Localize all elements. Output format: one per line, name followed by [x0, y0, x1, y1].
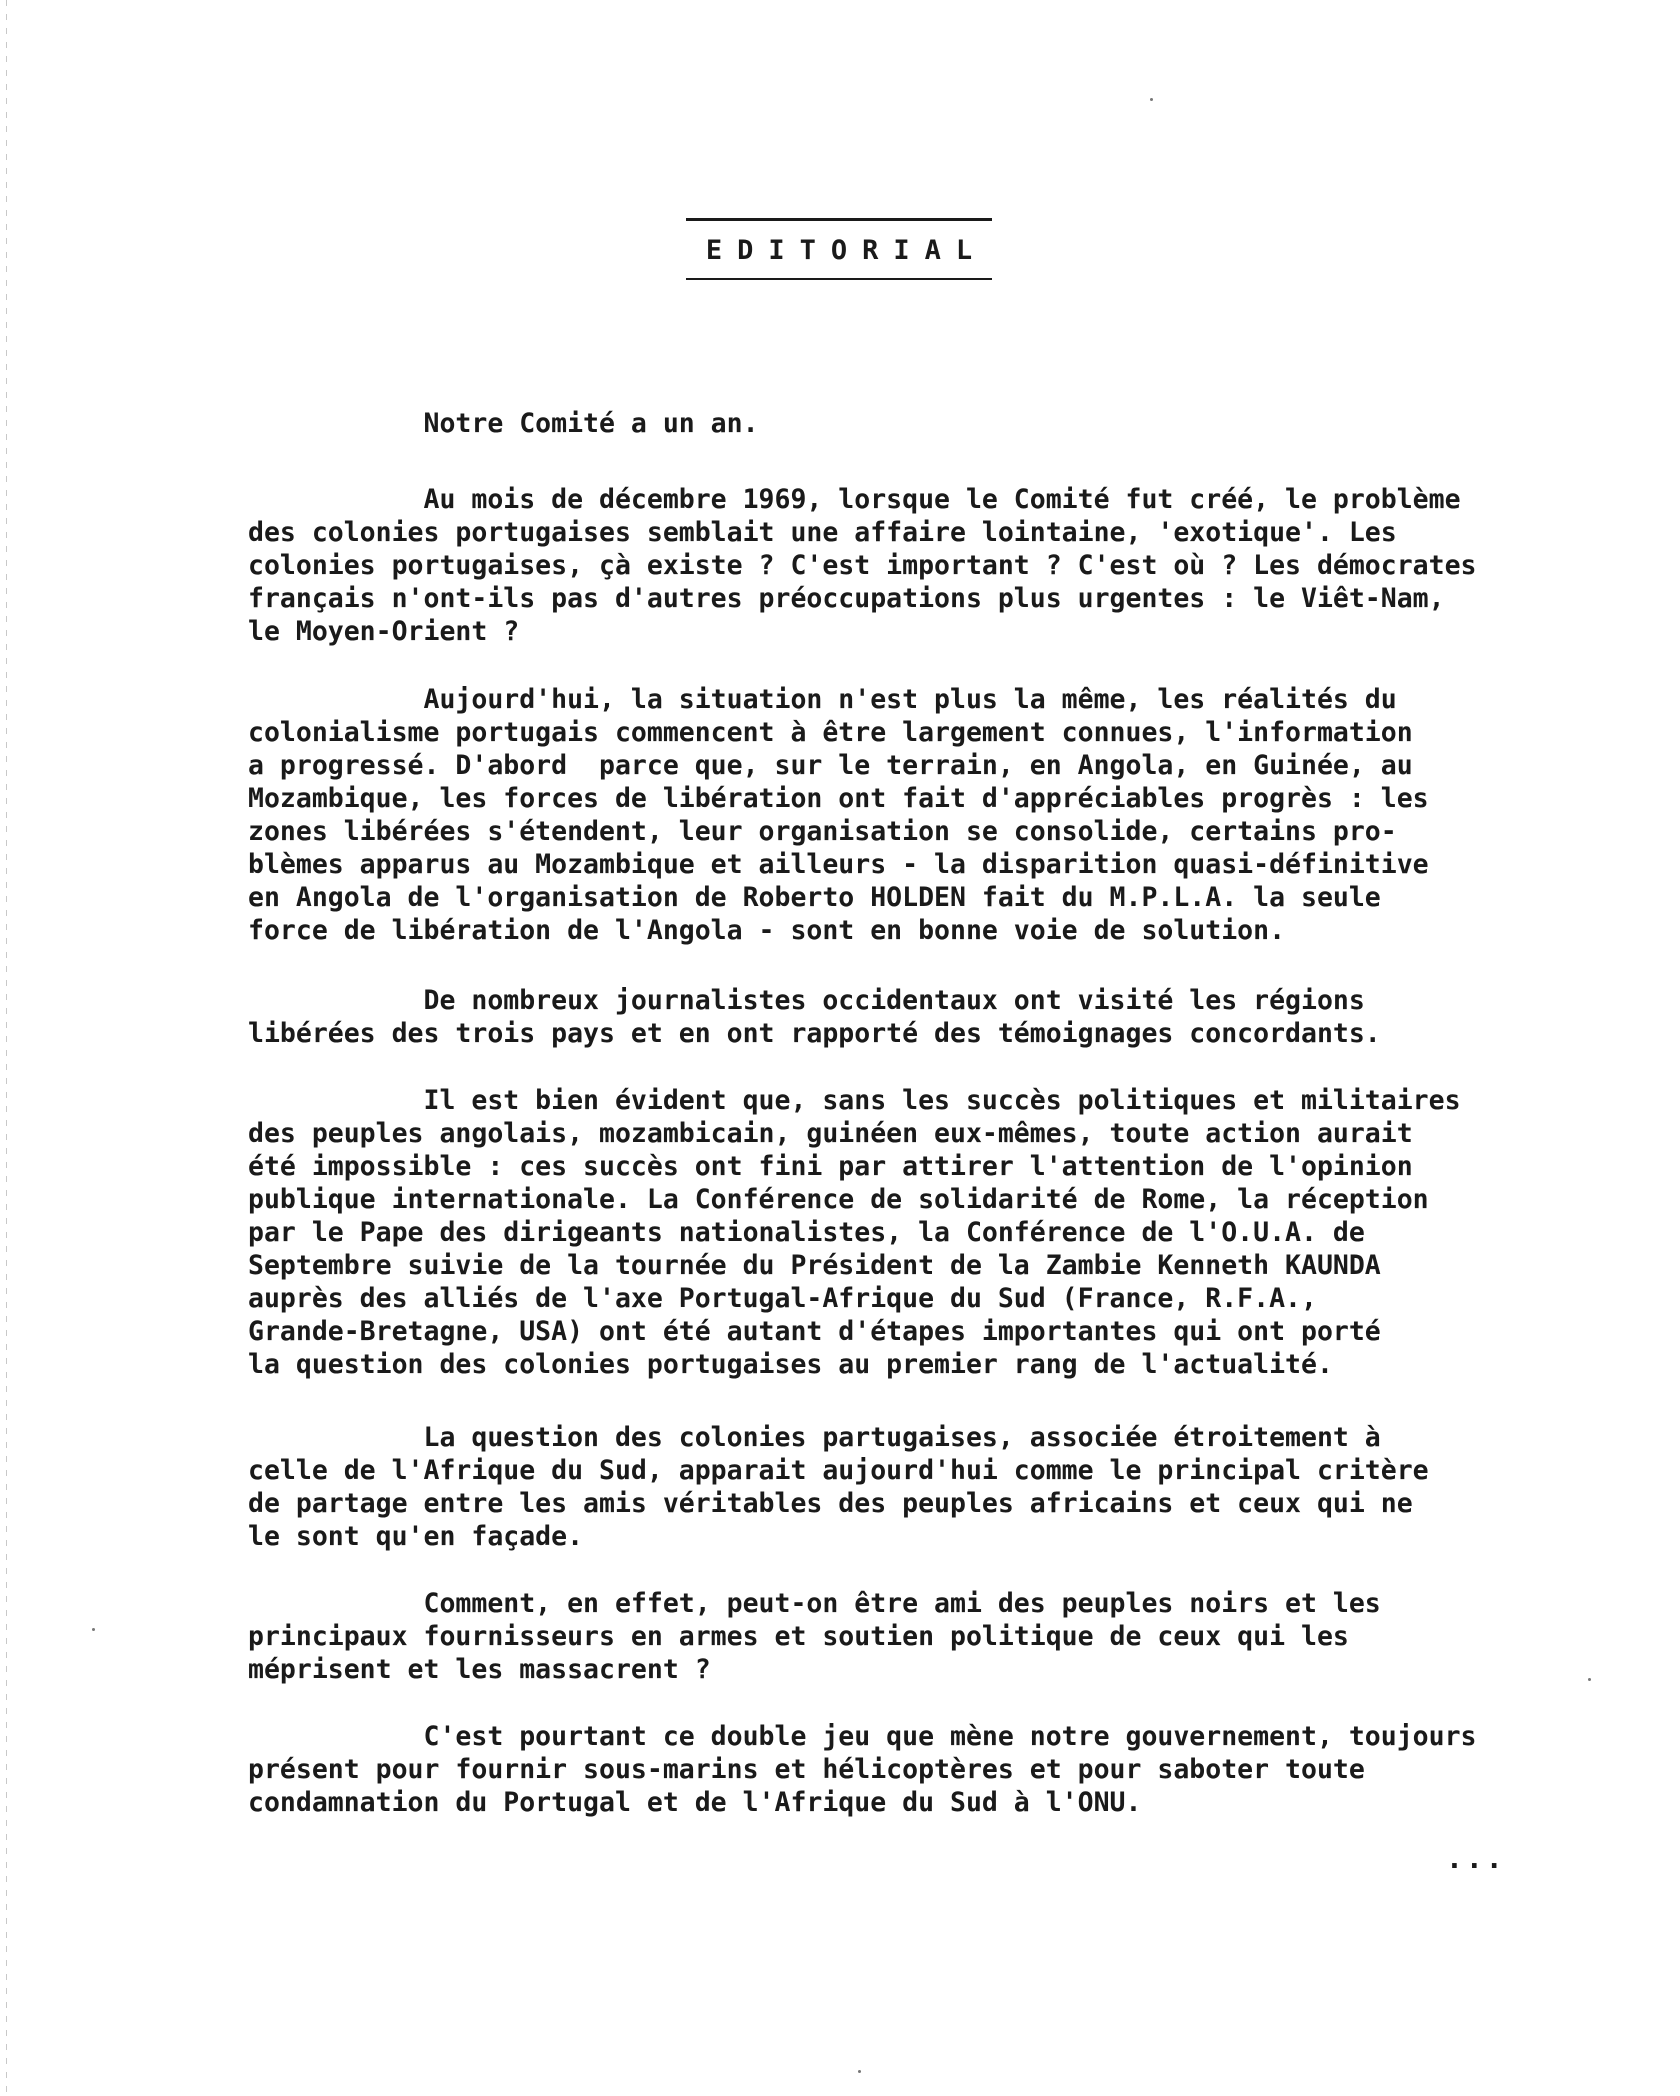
scan-speck — [92, 1628, 95, 1631]
text-line: force de libération de l'Angola - sont en bonne voie de solution. — [248, 915, 1286, 946]
paragraph-4 — [248, 984, 1598, 1050]
text-line: Il est bien évident que, sans les succès politiques et militaires — [248, 1085, 1461, 1116]
text-line: celle de l'Afrique du Sud, apparait aujourd'hui comme le principal critère — [248, 1455, 1429, 1486]
text-line: condamnation du Portugal et de l'Afrique du Sud à l'ONU. — [248, 1787, 1142, 1818]
text-line: de partage entre les amis véritables des peuples africains et ceux qui ne — [248, 1488, 1413, 1519]
text-line: Grande-Bretagne, USA) ont été autant d'étapes importantes qui ont porté — [248, 1316, 1381, 1347]
text-line: Septembre suivie de la tournée du Président de la Zambie Kenneth KAUNDA — [248, 1250, 1381, 1281]
text-line: C'est pourtant ce double jeu que mène notre gouvernement, toujours — [248, 1721, 1477, 1752]
text-line: français n'ont-ils pas d'autres préoccupations plus urgentes : le Viêt-Nam, — [248, 583, 1445, 614]
text-line: De nombreux journalistes occidentaux ont visité les régions — [248, 985, 1365, 1016]
text-line: colonialisme portugais commencent à être largement connues, l'information — [248, 717, 1413, 748]
text-line: des colonies portugaises semblait une affaire lointaine, 'exotique'. Les — [248, 517, 1397, 548]
text-line: par le Pape des dirigeants nationalistes, la Conférence de l'O.U.A. de — [248, 1217, 1365, 1248]
page-title: EDITORIAL — [705, 235, 988, 266]
paragraph-5 — [248, 1084, 1598, 1381]
text-line: a progressé. D'abord parce que, sur le terrain, en Angola, en Guinée, au — [248, 750, 1413, 781]
text-line: des peuples angolais, mozambicain, guinéen eux-mêmes, toute action aurait — [248, 1118, 1413, 1149]
text-line: principaux fournisseurs en armes et soutien politique de ceux qui les — [248, 1621, 1349, 1652]
scan-speck — [858, 2070, 861, 2073]
title-box — [686, 218, 992, 280]
text-line: le Moyen-Orient ? — [248, 616, 520, 647]
paragraph-2 — [248, 483, 1598, 648]
text-line: zones libérées s'étendent, leur organisation se consolide, certains pro- — [248, 816, 1397, 847]
paragraph-6 — [248, 1421, 1598, 1553]
paragraph-7 — [248, 1587, 1598, 1686]
text-line: Comment, en effet, peut-on être ami des peuples noirs et les — [248, 1588, 1381, 1619]
scan-speck — [1588, 1678, 1591, 1681]
text-line: le sont qu'en façade. — [248, 1521, 584, 1552]
text-line: libérées des trois pays et en ont rapporté des témoignages concordants. — [248, 1018, 1381, 1049]
paragraph-1 — [248, 407, 1598, 440]
text-line: la question des colonies portugaises au premier rang de l'actualité. — [248, 1349, 1333, 1380]
paragraph-8 — [248, 1720, 1598, 1819]
text-line: été impossible : ces succès ont fini par attirer l'attention de l'opinion — [248, 1151, 1413, 1182]
text-line: La question des colonies partugaises, associée étroitement à — [248, 1422, 1381, 1453]
text-line: publique internationale. La Conférence de solidarité de Rome, la réception — [248, 1184, 1429, 1215]
text-line: Aujourd'hui, la situation n'est plus la même, les réalités du — [248, 684, 1397, 715]
text-line: colonies portugaises, çà existe ? C'est important ? C'est où ? Les démocrates — [248, 550, 1477, 581]
scan-speck — [1150, 98, 1153, 101]
text-line: Au mois de décembre 1969, lorsque le Comité fut créé, le problème — [248, 484, 1461, 515]
text-line: blèmes apparus au Mozambique et ailleurs - la disparition quasi-définitive — [248, 849, 1429, 880]
continuation-mark: ... — [1446, 1842, 1506, 1875]
text-line: Mozambique, les forces de libération ont fait d'appréciables progrès : les — [248, 783, 1429, 814]
text-line: présent pour fournir sous-marins et hélicoptères et pour saboter toute — [248, 1754, 1365, 1785]
paragraph-3 — [248, 683, 1598, 947]
text-line: méprisent et les massacrent ? — [248, 1654, 711, 1685]
scan-left-edge — [6, 0, 7, 2096]
text-line: en Angola de l'organisation de Roberto HOLDEN fait du M.P.L.A. la seule — [248, 882, 1381, 913]
text-line: auprès des alliés de l'axe Portugal-Afrique du Sud (France, R.F.A., — [248, 1283, 1317, 1314]
text-line: Notre Comité a un an. — [248, 408, 759, 439]
